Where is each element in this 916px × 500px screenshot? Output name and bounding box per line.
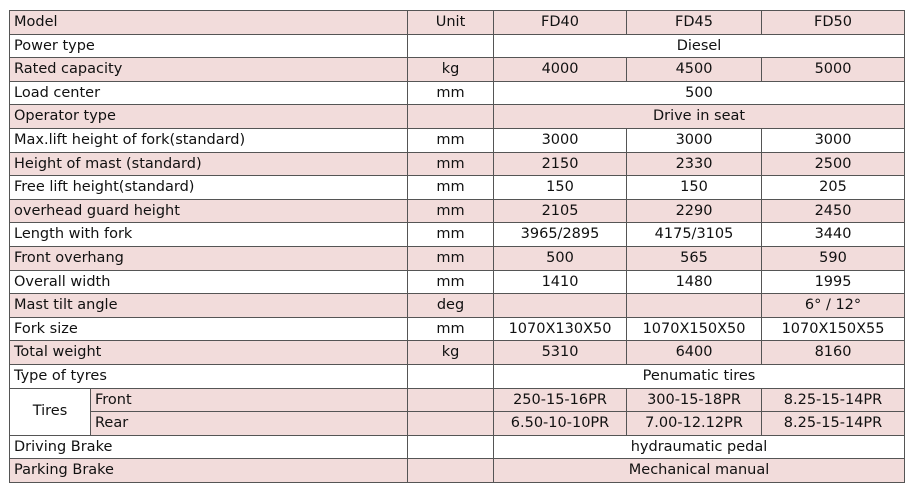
row-unit: kg — [408, 58, 494, 82]
table-row — [10, 152, 905, 176]
tires-rear-fd40: 6.50-10-10PR — [494, 412, 627, 436]
row-label: Height of mast (standard) — [10, 152, 408, 176]
row-label: Load center — [10, 81, 408, 105]
row-label: Front overhang — [10, 246, 408, 270]
row-unit: mm — [408, 246, 494, 270]
spec-table-container — [9, 10, 905, 483]
row-unit: mm — [408, 128, 494, 152]
row-label: Fork size — [10, 317, 408, 341]
row-label: Power type — [10, 34, 408, 58]
row-value-fd40: 5310 — [494, 341, 627, 365]
row-value-fd50: 8160 — [762, 341, 905, 365]
row-value-fd45: 3000 — [627, 128, 762, 152]
row-value-fd45: 2290 — [627, 199, 762, 223]
row-unit: mm — [408, 199, 494, 223]
tires-rear-label: Rear — [91, 412, 408, 436]
table-row — [10, 34, 905, 58]
row-value-fd40 — [494, 294, 627, 318]
row-unit: mm — [408, 317, 494, 341]
tires-group-label: Tires — [10, 388, 91, 435]
table-row — [10, 81, 905, 105]
row-unit — [408, 364, 494, 388]
row-value-fd50: 2500 — [762, 152, 905, 176]
row-value-fd45: 6400 — [627, 341, 762, 365]
row-value-fd40: 1410 — [494, 270, 627, 294]
row-value-fd50: 3440 — [762, 223, 905, 247]
row-value-fd45: 1480 — [627, 270, 762, 294]
row-label: Overall width — [10, 270, 408, 294]
table-row — [10, 364, 905, 388]
table-row — [10, 435, 905, 459]
row-value-fd50: 3000 — [762, 128, 905, 152]
row-value-fd40: 3000 — [494, 128, 627, 152]
row-label: Driving Brake — [10, 435, 408, 459]
tires-front-fd45: 300-15-18PR — [627, 388, 762, 412]
tires-rear-fd45: 7.00-12.12PR — [627, 412, 762, 436]
row-unit: mm — [408, 176, 494, 200]
header-model-fd50: FD50 — [762, 11, 905, 35]
table-row — [10, 270, 905, 294]
row-label: Type of tyres — [10, 364, 408, 388]
table-row-tires-rear — [10, 412, 905, 436]
row-unit: kg — [408, 341, 494, 365]
row-value-fd40: 150 — [494, 176, 627, 200]
tires-front-fd50: 8.25-15-14PR — [762, 388, 905, 412]
row-value-fd40: 2105 — [494, 199, 627, 223]
row-value-fd45: 150 — [627, 176, 762, 200]
row-value-fd50: 2450 — [762, 199, 905, 223]
row-unit — [408, 435, 494, 459]
table-row — [10, 176, 905, 200]
forklift-spec-table — [9, 10, 905, 483]
row-unit: mm — [408, 270, 494, 294]
row-unit — [408, 105, 494, 129]
row-unit — [408, 34, 494, 58]
row-merged-value: Penumatic tires — [494, 364, 905, 388]
table-row — [10, 317, 905, 341]
row-value-fd40: 1070X130X50 — [494, 317, 627, 341]
table-row — [10, 199, 905, 223]
header-model-label: Model — [10, 11, 408, 35]
table-row — [10, 58, 905, 82]
row-merged-value: Mechanical manual — [494, 459, 905, 483]
row-label: Max.lift height of fork(standard) — [10, 128, 408, 152]
row-value-fd45: 565 — [627, 246, 762, 270]
row-unit: mm — [408, 223, 494, 247]
row-value-fd50: 5000 — [762, 58, 905, 82]
table-row — [10, 128, 905, 152]
table-row — [10, 294, 905, 318]
header-model-fd40: FD40 — [494, 11, 627, 35]
row-value-fd45: 4175/3105 — [627, 223, 762, 247]
table-row — [10, 246, 905, 270]
row-value-fd40: 500 — [494, 246, 627, 270]
row-unit: deg — [408, 294, 494, 318]
table-row — [10, 459, 905, 483]
row-label: Free lift height(standard) — [10, 176, 408, 200]
row-value-fd45: 1070X150X50 — [627, 317, 762, 341]
table-row — [10, 105, 905, 129]
row-unit — [408, 388, 494, 412]
row-unit — [408, 412, 494, 436]
table-row — [10, 223, 905, 247]
row-label: Mast tilt angle — [10, 294, 408, 318]
row-merged-value: 500 — [494, 81, 905, 105]
row-value-fd45: 2330 — [627, 152, 762, 176]
row-label: Rated capacity — [10, 58, 408, 82]
header-unit-label: Unit — [408, 11, 494, 35]
row-value-fd50: 1070X150X55 — [762, 317, 905, 341]
row-label: Parking Brake — [10, 459, 408, 483]
row-value-fd40: 3965/2895 — [494, 223, 627, 247]
row-value-fd45: 4500 — [627, 58, 762, 82]
row-merged-value: hydraumatic pedal — [494, 435, 905, 459]
table-row-tires-front — [10, 388, 905, 412]
row-merged-value: Diesel — [494, 34, 905, 58]
header-model-fd45: FD45 — [627, 11, 762, 35]
row-label: Operator type — [10, 105, 408, 129]
tires-front-fd40: 250-15-16PR — [494, 388, 627, 412]
row-unit: mm — [408, 152, 494, 176]
table-row — [10, 341, 905, 365]
row-unit: mm — [408, 81, 494, 105]
header-row — [10, 11, 905, 35]
row-label: Length with fork — [10, 223, 408, 247]
tires-rear-fd50: 8.25-15-14PR — [762, 412, 905, 436]
row-value-fd50: 6° / 12° — [762, 294, 905, 318]
row-value-fd45 — [627, 294, 762, 318]
row-value-fd50: 590 — [762, 246, 905, 270]
row-label: Total weight — [10, 341, 408, 365]
row-value-fd40: 4000 — [494, 58, 627, 82]
row-unit — [408, 459, 494, 483]
row-value-fd50: 1995 — [762, 270, 905, 294]
row-value-fd50: 205 — [762, 176, 905, 200]
tires-front-label: Front — [91, 388, 408, 412]
row-value-fd40: 2150 — [494, 152, 627, 176]
row-label: overhead guard height — [10, 199, 408, 223]
row-merged-value: Drive in seat — [494, 105, 905, 129]
